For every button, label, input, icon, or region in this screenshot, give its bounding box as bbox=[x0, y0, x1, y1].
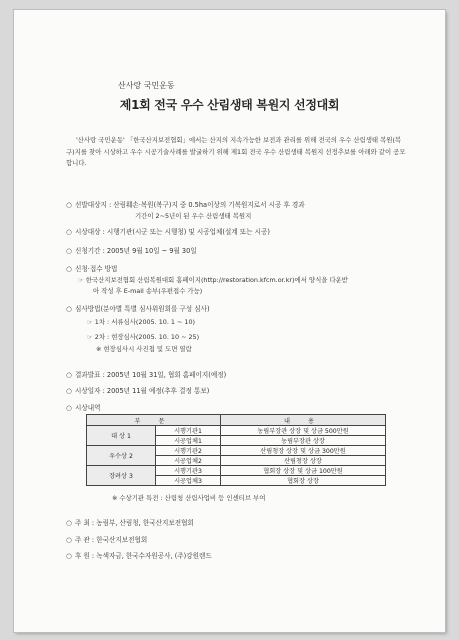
award-group-3: 장려상 3 bbox=[87, 466, 156, 486]
awards-table bbox=[86, 414, 386, 486]
bullet-circle: ○ bbox=[66, 305, 72, 313]
bullet-circle: ○ bbox=[66, 247, 72, 255]
award-institution: 시공업체3 bbox=[156, 476, 221, 486]
bullet-circle: ○ bbox=[66, 371, 72, 379]
intro-paragraph: '산사랑 국민운동' 「한국산지보전협회」에서는 산지의 지속가능한 보전과 관리를 위해 전국의 우수 산림생태 복원(복구)지를 찾아 시상하고 우수 시공기술사례를 발굴하기 위해 제1회 전국 우수 산림생태 복원지 선정추보를 아래와 같이 공모합니다. bbox=[66, 136, 406, 167]
section-period-text: 신청기간 : 2005년 9월 10일 ~ 9월 30일 bbox=[75, 247, 197, 255]
campaign-subtitle: 산사랑 국민운동 bbox=[118, 81, 175, 90]
awards-table-header bbox=[87, 415, 386, 426]
header-content: 내 용 bbox=[221, 415, 386, 426]
review-round1: ☞ 1차 : 서류심사(2005. 10. 1 ~ 10) bbox=[87, 318, 196, 326]
section-target bbox=[66, 200, 305, 210]
bullet-circle: ○ bbox=[66, 265, 72, 273]
award-institution: 시공업체1 bbox=[156, 436, 221, 446]
footer-organizer-text: 주 관 : 한국산지보전협회 bbox=[75, 536, 148, 544]
section-method-line2: 아 작성 후 E-mail 송부(우편접수 가능) bbox=[93, 287, 203, 295]
footer-sponsor bbox=[66, 551, 212, 561]
footer-organizer bbox=[66, 535, 147, 545]
award-group-2: 우수상 2 bbox=[87, 446, 156, 466]
footer-host bbox=[66, 518, 194, 528]
table-row bbox=[87, 426, 386, 436]
section-period bbox=[66, 246, 197, 256]
section-award-target bbox=[66, 227, 270, 237]
award-institution: 시행기관1 bbox=[156, 426, 221, 436]
section-review bbox=[66, 304, 210, 314]
award-institution: 시행기관2 bbox=[156, 446, 221, 456]
section-result bbox=[66, 370, 226, 380]
award-group-1: 대 상 1 bbox=[87, 426, 156, 446]
section-result-text: 결과발표 : 2005년 10월 31일, 협회 홈페이지(예정) bbox=[75, 371, 227, 379]
bullet-circle: ○ bbox=[66, 552, 72, 560]
section-review-text: 심사방법(분야별 특별 심사위원회를 구성 심사) bbox=[75, 305, 210, 313]
award-content: 농림부장관 상장 bbox=[221, 436, 386, 446]
bullet-circle: ○ bbox=[66, 228, 72, 236]
bullet-circle: ○ bbox=[66, 201, 72, 209]
award-content: 산림청장 상장 및 상금 300만원 bbox=[221, 446, 386, 456]
review-round2: ☞ 2차 : 현장심사(2005. 10. 10 ~ 25) bbox=[87, 333, 200, 341]
section-awards-heading-text: 시상내역 bbox=[75, 404, 101, 412]
bullet-circle: ○ bbox=[66, 404, 72, 412]
bullet-circle: ○ bbox=[66, 387, 72, 395]
award-content: 협회장 상장 bbox=[221, 476, 386, 486]
award-institution: 시행기관3 bbox=[156, 466, 221, 476]
document-page bbox=[14, 10, 445, 632]
document-title: 제1회 전국 우수 산림생태 복원지 선정대회 bbox=[119, 98, 340, 112]
section-target-text: 선발대상지 : 산림훼손·복원(복구)지 중 0.5ha이상의 기복원지로서 시공 후 경과 bbox=[75, 201, 305, 209]
section-method bbox=[66, 264, 117, 274]
bullet-circle: ○ bbox=[66, 519, 72, 527]
awards-note: ※ 수상기관 특전 : 산림청 산림사업비 등 인센티브 부여 bbox=[112, 494, 266, 502]
section-award-target-text: 시상대상 : 시행기관(시군 또는 시행청) 및 시공업체(설계 또는 시공) bbox=[75, 228, 270, 236]
table-row bbox=[87, 446, 386, 456]
award-content: 농림부장관 상장 및 상금 500만원 bbox=[221, 426, 386, 436]
table-row bbox=[87, 466, 386, 476]
section-method-line1: ☞ 한국산지보전협회 산림복원대회 홈페이지(http://restoration.kfcm.or.kr)에서 양식을 다운받 bbox=[78, 276, 348, 284]
award-content: 산림청장 상장 bbox=[221, 456, 386, 466]
bullet-circle: ○ bbox=[66, 536, 72, 544]
section-method-text: 신청·접수 방법 bbox=[75, 265, 118, 273]
award-content: 협회장 상장 및 상금 100만원 bbox=[221, 466, 386, 476]
footer-sponsor-text: 후 원 : 녹색자금, 한국수자원공사, (주)강원랜드 bbox=[75, 552, 212, 560]
section-ceremony-text: 시상일자 : 2005년 11월 예정(추후 결정 통보) bbox=[75, 387, 210, 395]
footer-host-text: 주 최 : 농림부, 산림청, 한국산지보전협회 bbox=[75, 519, 194, 527]
header-category: 부 문 bbox=[87, 415, 221, 426]
section-ceremony bbox=[66, 386, 209, 396]
section-awards-heading bbox=[66, 403, 100, 413]
award-institution: 시공업체2 bbox=[156, 456, 221, 466]
review-note: ※ 현장심사시 사진첩 및 도면 열람 bbox=[96, 345, 192, 353]
section-target-cont: 기간이 2~5년이 된 우수 산림생태 복원지 bbox=[135, 212, 252, 220]
